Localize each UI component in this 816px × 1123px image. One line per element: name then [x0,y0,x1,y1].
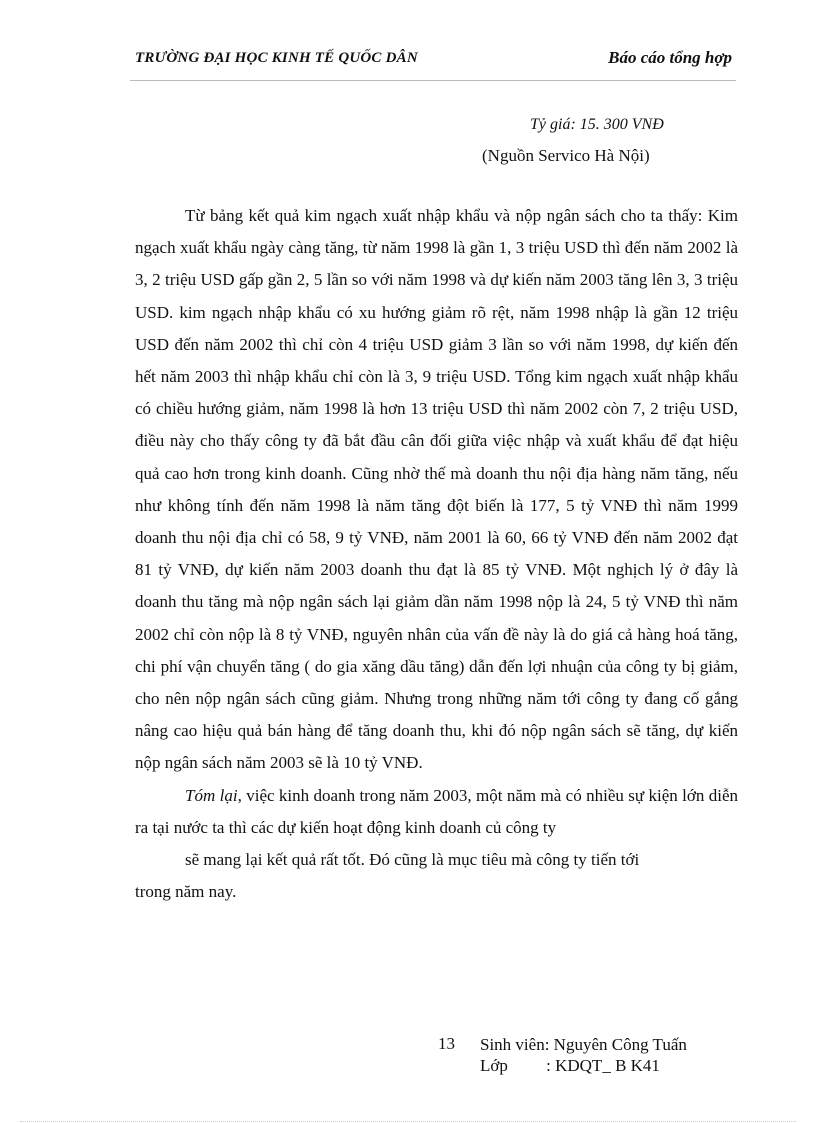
header-divider [130,80,736,81]
class-label: Lớp [480,1056,508,1075]
conclusion-text: , việc kinh doanh trong năm 2003, một năm mà có nhiều sự kiện lớn diễn ra tại nước ta thì các dự kiến hoạt động kinh doanh củ công ty [135,785,738,837]
paragraph-conclusion [135,780,738,844]
paragraph-outlook: sẽ mang lại kết quả rất tốt. Đó cũng là mục tiêu mà công ty tiến tới [185,850,640,870]
data-source: (Nguồn Servico Hà Nội) [482,146,650,165]
report-body [135,200,738,908]
conclusion-lead: Tóm lại [185,785,238,805]
student-label: Sinh viên: [480,1035,550,1054]
class-value: : KDQT_ B K41 [546,1056,660,1075]
page-bottom-rule [20,1121,796,1122]
school-name: TRƯỜNG ĐẠI HỌC KINH TẾ QUỐC DÂN [135,50,418,66]
page-number: 13 [438,1034,455,1053]
exchange-rate: Tỷ giá: 15. 300 VNĐ [530,116,664,133]
class-row [480,1055,687,1076]
report-title: Báo cáo tổng hợp [608,48,732,67]
paragraph-analysis: Từ bảng kết quả kim ngạch xuất nhập khẩu và nộp ngân sách cho ta thấy: Kim ngạch xuất khẩu ngày càng tăng, từ năm 1998 là gần 1, 3 triệu USD thì đến năm 2002 là 3, 2 triệu USD gấp gần 2, 5 lần so với năm 1998 và dự kiến năm 2003 tăng lên 3, 3 triệu USD. kim ngạch nhập khẩu có xu hướng giảm rõ rệt, năm 1998 nhập là gần 12 triệu USD đến năm 2002 thì chỉ còn 4 triệu USD giảm 3 lần so với năm 1998, dự kiến đến hết năm 2003 thì nhập khẩu chỉ còn là 3, 9 triệu USD. Tổng kim ngạch xuất nhập khẩu có chiều hướng giảm, năm 1998 là hơn 13 triệu USD thì năm 2002 còn 7, 2 triệu USD, điều này cho thấy công ty đã bắt đầu cân đối giữa việc nhập và xuất khẩu để đạt hiệu quả cao hơn trong kinh doanh. Cũng nhờ thế mà doanh thu nội địa hàng năm tăng, nếu như không tính đến năm 1998 là năm tăng đột biến là 177, 5 tỷ VNĐ thì năm 1999 doanh thu nội địa chỉ có 58, 9 tỷ VNĐ, năm 2001 là 60, 66 tỷ VNĐ đến năm 2002 đạt 81 tỷ VNĐ, dự kiến năm 2003 doanh thu đạt là 85 tỷ VNĐ. Một nghịch lý ở đây là doanh thu tăng mà nộp ngân sách lại giảm dần năm 1998 nộp là 24, 5 tỷ VNĐ thì năm 2002 chỉ còn nộp là 8 tỷ VNĐ, nguyên nhân của vấn đề này là do giá cả hàng hoá tăng, chi phí vận chuyển tăng ( do gia xăng dầu tăng) dẫn đến lợi nhuận của công ty bị giảm, cho nên nộp ngân sách cũng giảm. Nhưng trong những năm tới công ty đang cố gắng nâng cao hiệu quả bán hàng để tăng doanh thu, khi đó nộp ngân sách sẽ tăng, dự kiến nộp ngân sách năm 2003 sẽ là 10 tỷ VNĐ. [135,206,738,773]
student-row [480,1034,687,1055]
paragraph-outlook-tail: trong năm nay. [135,882,237,902]
student-name: Nguyên Công Tuấn [553,1035,687,1054]
student-info [480,1034,687,1076]
